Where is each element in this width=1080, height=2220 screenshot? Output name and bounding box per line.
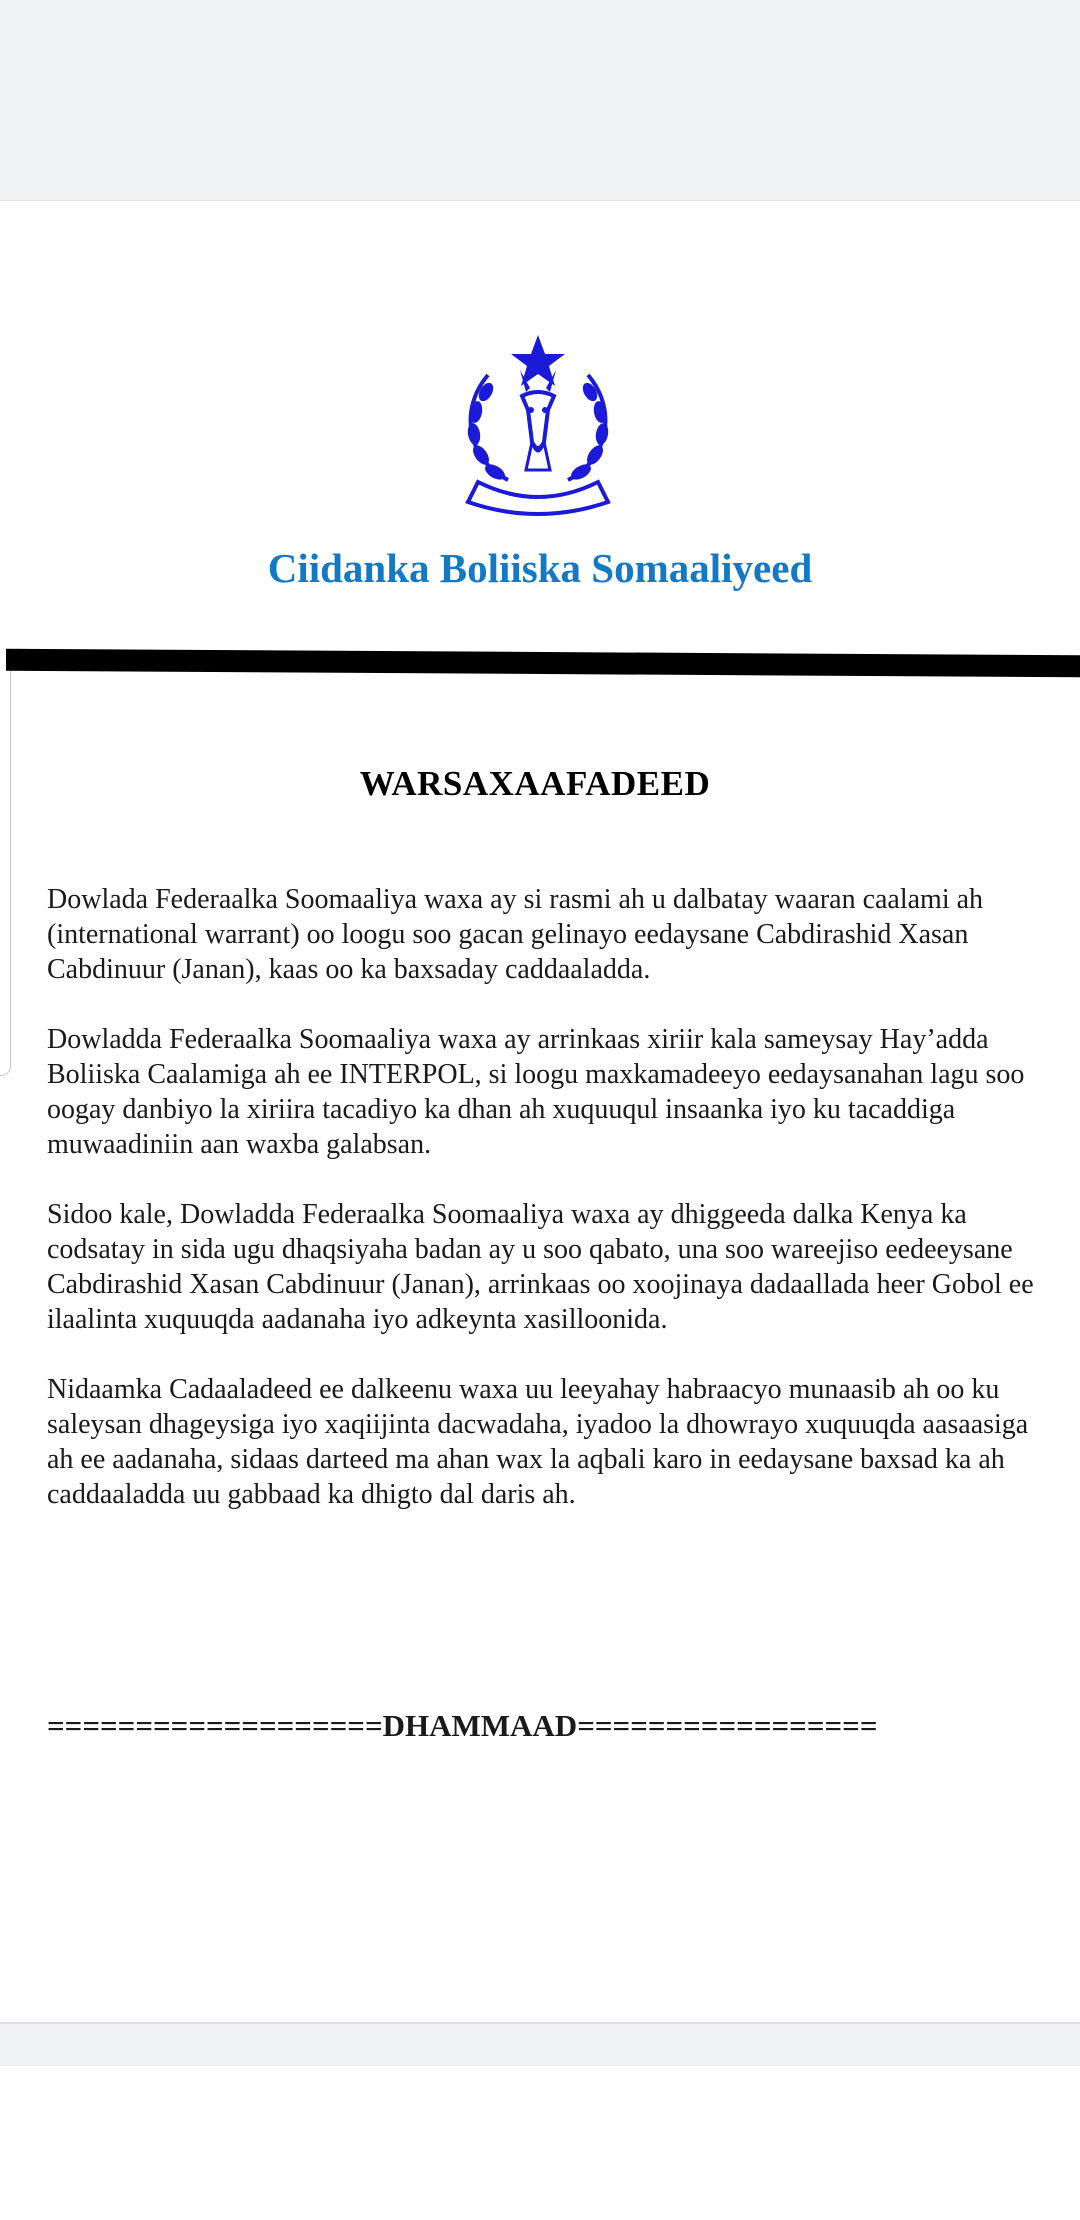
paragraph-4: Nidaamka Cadaaladeed ee dalkeenu waxa uu leeyahay habraacyo munaasib ah oo ku saleysan dhageysiga iyo xaqiijinta dacwadaha, iyadoo la dhowrayo xuquuqda aasaasiga ah ee aadanaha, sidaas darteed ma ahan wax la aqbali karo in eedaysane baxsad ka ah caddaaladda uu gabbaad ka dhigto dal daris ah. xyxy=(47,1374,1029,1510)
page-fold-edge xyxy=(0,650,11,1076)
somali-police-emblem-icon xyxy=(448,330,628,520)
end-marker: ===================DHAMMAAD================= xyxy=(47,1708,878,1743)
document-body xyxy=(47,882,1057,1547)
paragraph-2: Dowladda Federaalka Soomaaliya waxa ay arrinkaas xiriir kala sameysay Hay’adda Boliiska Caalamiga ah ee INTERPOL, si loogu maxkamadeeyo eedaysanahan lagu soo oogay danbiyo la xiriira tacadiyo ka dhan ah xuquuqul insaanka iyo ku tacaddiga muwaadiniin aan waxba galabsan. xyxy=(47,1024,1025,1160)
viewer-top-band xyxy=(0,0,1080,200)
organization-title: Ciidanka Boliiska Somaaliyeed xyxy=(267,545,813,591)
document-heading: WARSAXAAFADEED xyxy=(359,764,711,803)
paragraph-1: Dowlada Federaalka Soomaaliya waxa ay si rasmi ah u dalbatay waaran caalami ah (international warrant) oo loogu soo gacan gelinayo eedaysane Cabdirashid Xasan Cabdinuur (Janan), kaas oo ka baxsaday caddaaladda. xyxy=(47,884,984,985)
paragraph-3: Sidoo kale, Dowladda Federaalka Soomaaliya waxa ay dhiggeeda dalka Kenya ka codsatay in sida ugu dhaqsiyaha badan ay u soo qabato, una soo wareejiso eedeeysane Cabdirashid Xasan Cabdinuur (Janan), arrinkaas oo xoojinaya dadaallada heer Gobol ee ilaalinta xuquuqda aadanaha iyo adkeynta xasilloonida. xyxy=(47,1199,1034,1335)
viewer-bottom-band xyxy=(0,2022,1080,2066)
